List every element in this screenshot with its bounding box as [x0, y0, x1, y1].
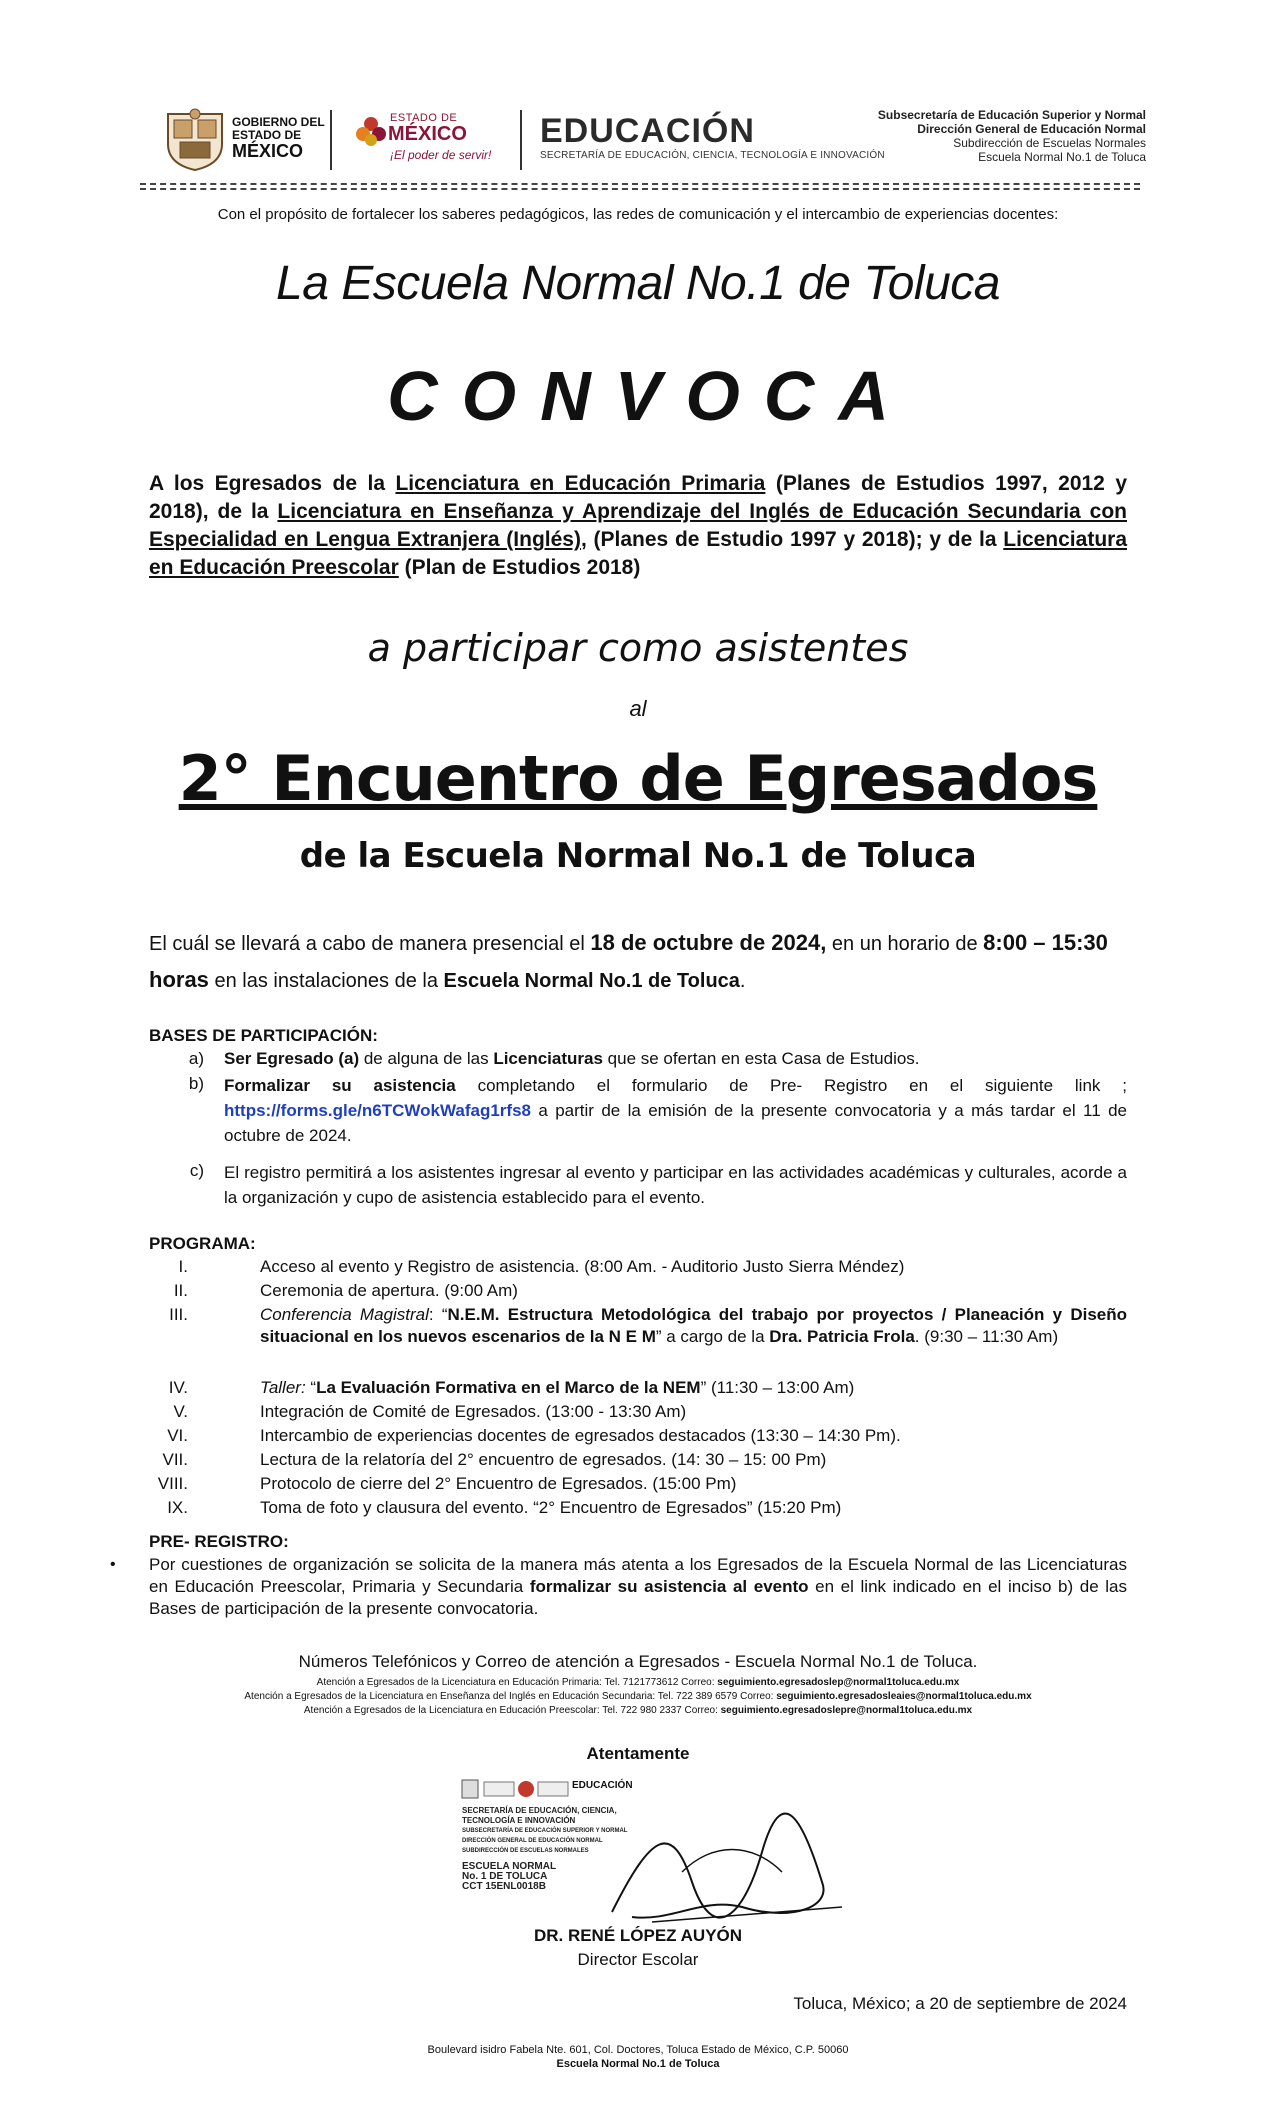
bases-item-b: Formalizar su asistencia completando el formulario de Pre- Registro en el siguiente link ; https://forms.gle/n6TCWokWafag1rfs8 a partir de la emisión de la presente convocatoria y a más tardar el 11 de octubre de 2024. — [224, 1076, 1127, 1145]
atentamente-label: Atentamente — [586, 1744, 690, 1763]
educacion-wordmark: EDUCACIÓN — [540, 112, 755, 150]
event-details-paragraph: El cuál se llevará a cabo de manera presencial el 18 de octubre de 2024, en un horario de 8:00 – 15:30 horas en las instalaciones de la Escuela Normal No.1 de Toluca. — [149, 930, 1108, 992]
header-dashed-rule — [140, 183, 1140, 185]
bases-item-label: b) — [188, 1074, 204, 1093]
gobierno-label: GOBIERNO DEL ESTADO DE MÉXICO — [232, 115, 325, 161]
intro-text: Con el propósito de fortalecer los saberes pedagógicos, las redes de comunicación y el intercambio de experiencias docentes: — [217, 206, 1059, 223]
programa-num: V. — [173, 1402, 188, 1421]
contact-line-primaria: Atención a Egresados de la Licenciatura en Educación Primaria: Tel. 7121773612 Correo: seguimiento.egresadoslep@normal1toluca.edu.mx — [316, 1677, 960, 1688]
program-preescolar: Licenciatura en Educación Preescolar — [149, 528, 1127, 579]
programa-num: VI. — [167, 1426, 188, 1445]
al-connector: al — [629, 696, 647, 721]
event-place: Escuela Normal No.1 de Toluca — [443, 970, 740, 992]
contact-email[interactable]: seguimiento.egresadosleaies@normal1toluca.edu.mx — [776, 1691, 1032, 1702]
programa-num: VIII. — [157, 1474, 188, 1493]
edomex-flower-icon — [354, 114, 388, 148]
footer-school: Escuela Normal No.1 de Toluca — [556, 2058, 720, 2070]
program-primaria: Licenciatura en Educación Primaria — [395, 472, 766, 495]
preregistro-text: Por cuestiones de organización se solicita de la manera más atenta a los Egresados de la Escuela Normal de las Licenciaturas en Educación Preescolar, Primaria y Secundaria formalizar su asistencia al evento en el link indicado en el inciso b) de las Bases de participación de la presente convocatoria. — [149, 1555, 1128, 1618]
preregistro-form-link[interactable]: https://forms.gle/n6TCWokWafag1rfs8 — [224, 1101, 531, 1120]
bases-item-a: Ser Egresado (a) de alguna de las Licenciaturas que se ofertan en esta Casa de Estudios. — [224, 1049, 920, 1068]
bases-heading: BASES DE PARTICIPACIÓN: — [149, 1026, 378, 1045]
educacion-subtitle: SECRETARÍA DE EDUCACIÓN, CIENCIA, TECNOLOGÍA E INNOVACIÓN — [540, 150, 885, 161]
programa-num: I. — [178, 1257, 188, 1276]
programa-num: III. — [169, 1305, 188, 1324]
contact-email[interactable]: seguimiento.egresadoslepre@normal1toluca.edu.mx — [720, 1705, 973, 1716]
event-title: 2° Encuentro de Egresados — [178, 742, 1098, 815]
program-ingles: Licenciatura en Enseñanza y Aprendizaje del Inglés de Educación Secundaria con Especialidad en Lengua Extranjera (Inglés) — [149, 500, 1127, 551]
contact-line-preescolar: Atención a Egresados de la Licenciatura en Educación Preescolar: Tel. 722 980 2337 Correo: seguimiento.egresadoslepre@normal1toluca.edu.mx — [303, 1705, 973, 1716]
stamp-text: SECRETARÍA DE EDUCACIÓN, CIENCIA, TECNOLOGÍA E INNOVACIÓN SUBSECRETARÍA DE EDUCACIÓN SUPERIOR Y NORMAL DIRECCIÓN GENERAL DE EDUCACIÓN NORMAL SUBDIRECCIÓN DE ESCUELAS NORMALES ESCUELA NORMAL No. 1 DE TOLUCA CCT 15ENL0018B — [462, 1806, 628, 1892]
event-subtitle: de la Escuela Normal No.1 de Toluca — [299, 836, 977, 876]
contact-line-ingles: Atención a Egresados de la Licenciatura en Enseñanza del Inglés en Educación Secundaria: Tel. 722 389 6579 Correo: seguimiento.egresadosleaies@normal1toluca.edu.mx — [244, 1691, 1032, 1702]
bases-item-c: El registro permitirá a los asistentes ingresar al evento y participar en las actividades académicas y culturales, acorde a la organización y cupo de asistencia establecido para el evento. — [224, 1163, 1127, 1207]
programa-num: IV. — [168, 1378, 188, 1397]
participation-line: a participar como asistentes — [367, 626, 909, 670]
audience-paragraph: A los Egresados de la Licenciatura en Educación Primaria (Planes de Estudios 1997, 2012 y 2018), de la Licenciatura en Enseñanza y Aprendizaje del Inglés de Educación Secundaria con Especialidad en Lengua Extranjera (Inglés), (Planes de Estudio 1997 y 2018); y de la Licenciatura en Educación Preescolar (Plan de Estudios 2018) — [149, 472, 1127, 579]
footer-address: Boulevard isidro Fabela Nte. 601, Col. Doctores, Toluca Estado de México, C.P. 50060 — [427, 2044, 849, 2056]
programa-item: Lectura de la relatoría del 2° encuentro de egresados. (14: 30 – 15: 00 Pm) — [260, 1450, 827, 1469]
state-coat-of-arms-logo — [160, 108, 230, 172]
programa-item: Ceremonia de apertura. (9:00 Am) — [260, 1281, 518, 1300]
official-stamp — [452, 1772, 872, 1944]
bullet-icon: • — [110, 1556, 116, 1573]
programa-num: VII. — [162, 1450, 188, 1469]
handwritten-signature — [592, 1812, 852, 1932]
programa-item: Taller: “La Evaluación Formativa en el Marco de la NEM” (11:30 – 13:00 Am) — [260, 1378, 855, 1397]
header-divider — [330, 110, 332, 170]
event-date: 18 de octubre de 2024, — [590, 930, 827, 955]
edomex-logo: ESTADO DE MÉXICO ¡El poder de servir! — [350, 108, 510, 172]
contacts-title: Números Telefónicos y Correo de atención a Egresados - Escuela Normal No.1 de Toluca. — [298, 1652, 978, 1671]
programa-item: Acceso al evento y Registro de asistencia. (8:00 Am. - Auditorio Justo Sierra Méndez) — [260, 1257, 905, 1276]
programa-item: Protocolo de cierre del 2° Encuentro de Egresados. (15:00 Pm) — [260, 1474, 737, 1493]
stamp-educacion: EDUCACIÓN — [572, 1780, 633, 1791]
header-dashed-rule — [140, 188, 1140, 190]
convoca-heading: CONVOCA — [387, 357, 913, 435]
programa-num: IX. — [167, 1498, 188, 1517]
school-title: La Escuela Normal No.1 de Toluca — [276, 257, 1000, 310]
event-hours: 8:00 – 15:30 horas — [149, 930, 1108, 992]
programa-item: Intercambio de experiencias docentes de egresados destacados (13:30 – 14:30 Pm). — [260, 1426, 901, 1445]
bases-item-label: a) — [188, 1049, 204, 1068]
programa-item: Integración de Comité de Egresados. (13:00 - 13:30 Am) — [260, 1402, 687, 1421]
preregistro-heading: PRE- REGISTRO: — [149, 1532, 289, 1551]
place-and-date: Toluca, México; a 20 de septiembre de 2024 — [793, 1994, 1127, 2013]
programa-item: Toma de foto y clausura del evento. “2° Encuentro de Egresados” (15:20 Pm) — [260, 1498, 842, 1517]
programa-heading: PROGRAMA: — [149, 1234, 256, 1253]
director-name: DR. RENÉ LÓPEZ AUYÓN — [533, 1926, 743, 1945]
programa-num: II. — [173, 1281, 188, 1300]
header-dependency-block: Subsecretaría de Educación Superior y Normal Dirección General de Educación Normal Subdirección de Escuelas Normales Escuela Normal No.1 de Toluca — [877, 108, 1146, 164]
contact-email[interactable]: seguimiento.egresadoslep@normal1toluca.edu.mx — [717, 1677, 960, 1688]
bases-item-label: c) — [189, 1161, 204, 1180]
header-divider — [520, 110, 522, 170]
director-role: Director Escolar — [577, 1950, 699, 1969]
programa-item: Conferencia Magistral: “N.E.M. Estructura Metodológica del trabajo por proyectos / Planeación y Diseño situacional en los nuevos escenarios de la N E M” a cargo de la Dra. Patricia Frola. (9:30 – 11:30 Am) — [260, 1305, 1127, 1346]
